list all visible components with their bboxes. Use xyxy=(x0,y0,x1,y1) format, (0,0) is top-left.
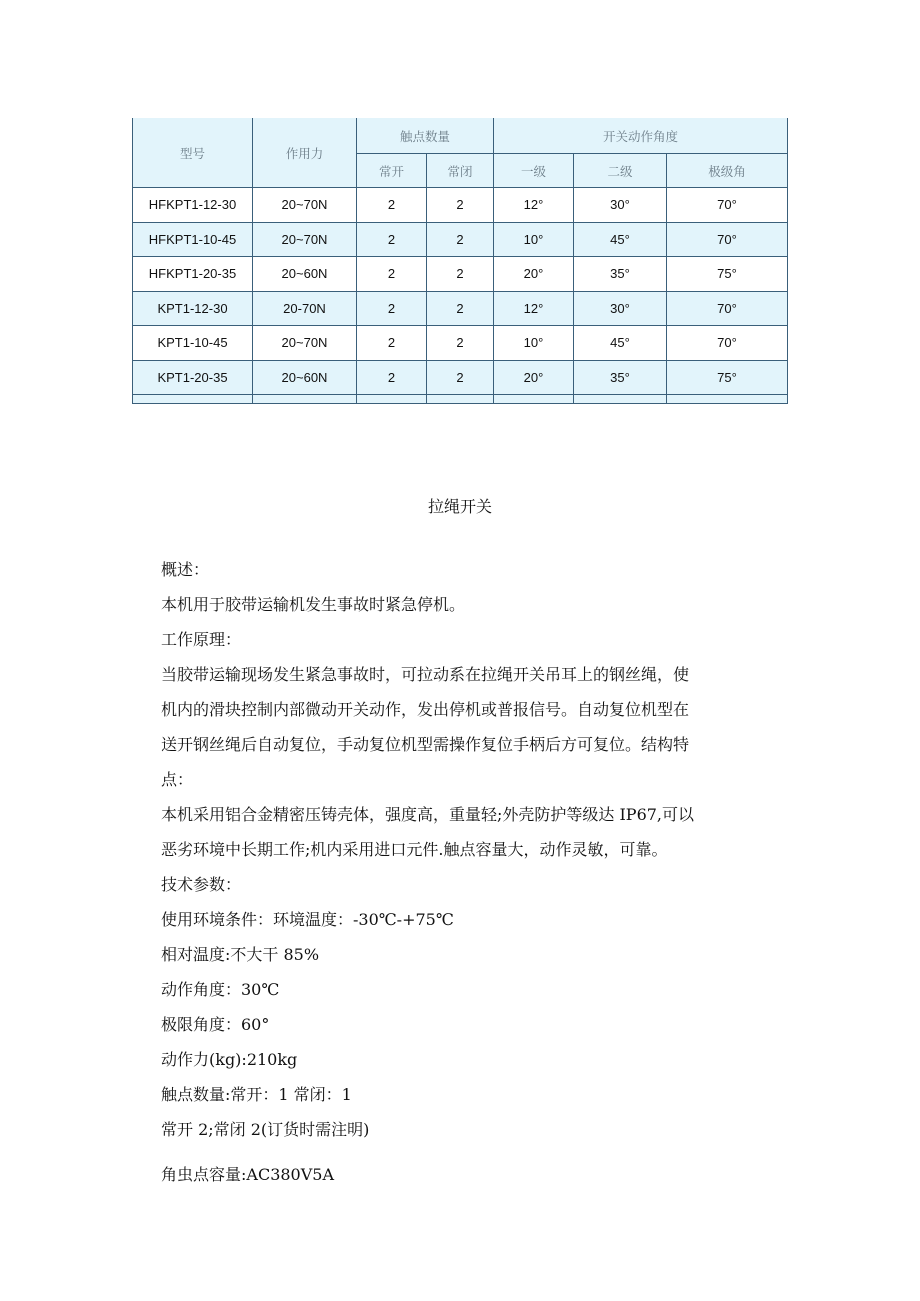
table-cell: 45° xyxy=(574,222,667,257)
header-limit-angle: 极级角 xyxy=(667,154,788,188)
paragraph: 常开 2;常闭 2(订货时需注明) xyxy=(161,1120,370,1139)
paragraph: 动作力(kg):210kg xyxy=(161,1050,298,1069)
table-cell: 20° xyxy=(494,360,574,395)
table-header-row xyxy=(133,118,788,154)
table-filler-cell xyxy=(494,395,574,404)
table-cell: 2 xyxy=(357,326,427,361)
table-filler-cell xyxy=(357,395,427,404)
table-cell: 30° xyxy=(574,291,667,326)
table-cell: 75° xyxy=(667,257,788,292)
paragraph: 工作原理： xyxy=(161,630,242,649)
table-filler-cell xyxy=(667,395,788,404)
paragraph: 当胶带运输现场发生紧急事故时，可拉动系在拉绳开关吊耳上的钢丝绳，使 xyxy=(161,665,690,684)
table-cell: 2 xyxy=(357,360,427,395)
table-cell: 35° xyxy=(574,257,667,292)
table-cell: 70° xyxy=(667,291,788,326)
table-cell: 2 xyxy=(427,188,494,223)
table-cell: 20° xyxy=(494,257,574,292)
table-cell: 2 xyxy=(357,291,427,326)
table-cell: 2 xyxy=(427,360,494,395)
paragraph: 相对温度:不大干 85% xyxy=(161,945,320,964)
header-model: 型号 xyxy=(133,118,253,188)
paragraph: 点： xyxy=(161,770,194,789)
table-cell: KPT1-12-30 xyxy=(133,291,253,326)
table-cell: KPT1-20-35 xyxy=(133,360,253,395)
paragraph: 技术参数： xyxy=(161,875,242,894)
table-cell: 10° xyxy=(494,326,574,361)
table-cell: 2 xyxy=(427,222,494,257)
table-cell: HFKPT1-10-45 xyxy=(133,222,253,257)
table-cell: 20~70N xyxy=(253,326,357,361)
paragraph: 本机采用铝合金精密压铸壳体，强度高，重量轻;外壳防护等级达 IP67,可以 xyxy=(161,805,695,824)
table-cell: 2 xyxy=(357,188,427,223)
table-filler-cell xyxy=(133,395,253,404)
paragraph: 极限角度：60° xyxy=(161,1015,270,1034)
table-cell: 70° xyxy=(667,222,788,257)
header-force: 作用力 xyxy=(253,118,357,188)
header-level-1: 一级 xyxy=(494,154,574,188)
table-row xyxy=(133,291,788,326)
table-cell: 20-70N xyxy=(253,291,357,326)
table-row xyxy=(133,360,788,395)
table-cell: 12° xyxy=(494,188,574,223)
table-row xyxy=(133,222,788,257)
paragraph: 送开钢丝绳后自动复位，手动复位机型需操作复位手柄后方可复位。结构特 xyxy=(161,735,690,754)
table-cell: 20~70N xyxy=(253,188,357,223)
table-cell: 2 xyxy=(427,257,494,292)
paragraph: 本机用于胶带运输机发生事故时紧急停机。 xyxy=(161,595,466,614)
table-filler-cell xyxy=(574,395,667,404)
table-cell: 75° xyxy=(667,360,788,395)
body-text xyxy=(161,552,801,1192)
table-cell: 10° xyxy=(494,222,574,257)
table-row xyxy=(133,257,788,292)
table-cell: 70° xyxy=(667,188,788,223)
paragraph: 角虫点容量:AC380V5A xyxy=(161,1165,335,1184)
table-cell: 2 xyxy=(427,326,494,361)
table-cell: 30° xyxy=(574,188,667,223)
table-row xyxy=(133,326,788,361)
table-filler-cell xyxy=(253,395,357,404)
paragraph: 恶劣环境中长期工作;机内采用进口元件.触点容量大，动作灵敏，可靠。 xyxy=(161,840,668,859)
table-row xyxy=(133,188,788,223)
table-cell: 20~60N xyxy=(253,257,357,292)
header-level-2: 二级 xyxy=(574,154,667,188)
paragraph: 动作角度：30℃ xyxy=(161,980,280,999)
header-normally-closed: 常闭 xyxy=(427,154,494,188)
table-cell: 2 xyxy=(357,222,427,257)
table-cell: 12° xyxy=(494,291,574,326)
table-cell: 70° xyxy=(667,326,788,361)
header-angle: 开关动作角度 xyxy=(494,118,788,154)
table-filler-row xyxy=(133,395,788,404)
table-cell: 2 xyxy=(357,257,427,292)
paragraph: 触点数量:常开：1 常闭：1 xyxy=(161,1085,352,1104)
table-filler-cell xyxy=(427,395,494,404)
table-cell: 20~60N xyxy=(253,360,357,395)
table-cell: HFKPT1-12-30 xyxy=(133,188,253,223)
table-cell: 45° xyxy=(574,326,667,361)
header-normally-open: 常开 xyxy=(357,154,427,188)
paragraph: 概述： xyxy=(161,560,210,579)
table-cell: 35° xyxy=(574,360,667,395)
paragraph: 机内的滑块控制内部微动开关动作，发出停机或普报信号。自动复位机型在 xyxy=(161,700,690,719)
header-contacts: 触点数量 xyxy=(357,118,494,154)
table-cell: HFKPT1-20-35 xyxy=(133,257,253,292)
table-cell: 2 xyxy=(427,291,494,326)
table-cell: 20~70N xyxy=(253,222,357,257)
spec-table xyxy=(132,118,788,404)
section-title: 拉绳开关 xyxy=(427,497,492,516)
table-cell: KPT1-10-45 xyxy=(133,326,253,361)
paragraph: 使用环境条件：环境温度：-30℃-+75℃ xyxy=(161,910,454,929)
